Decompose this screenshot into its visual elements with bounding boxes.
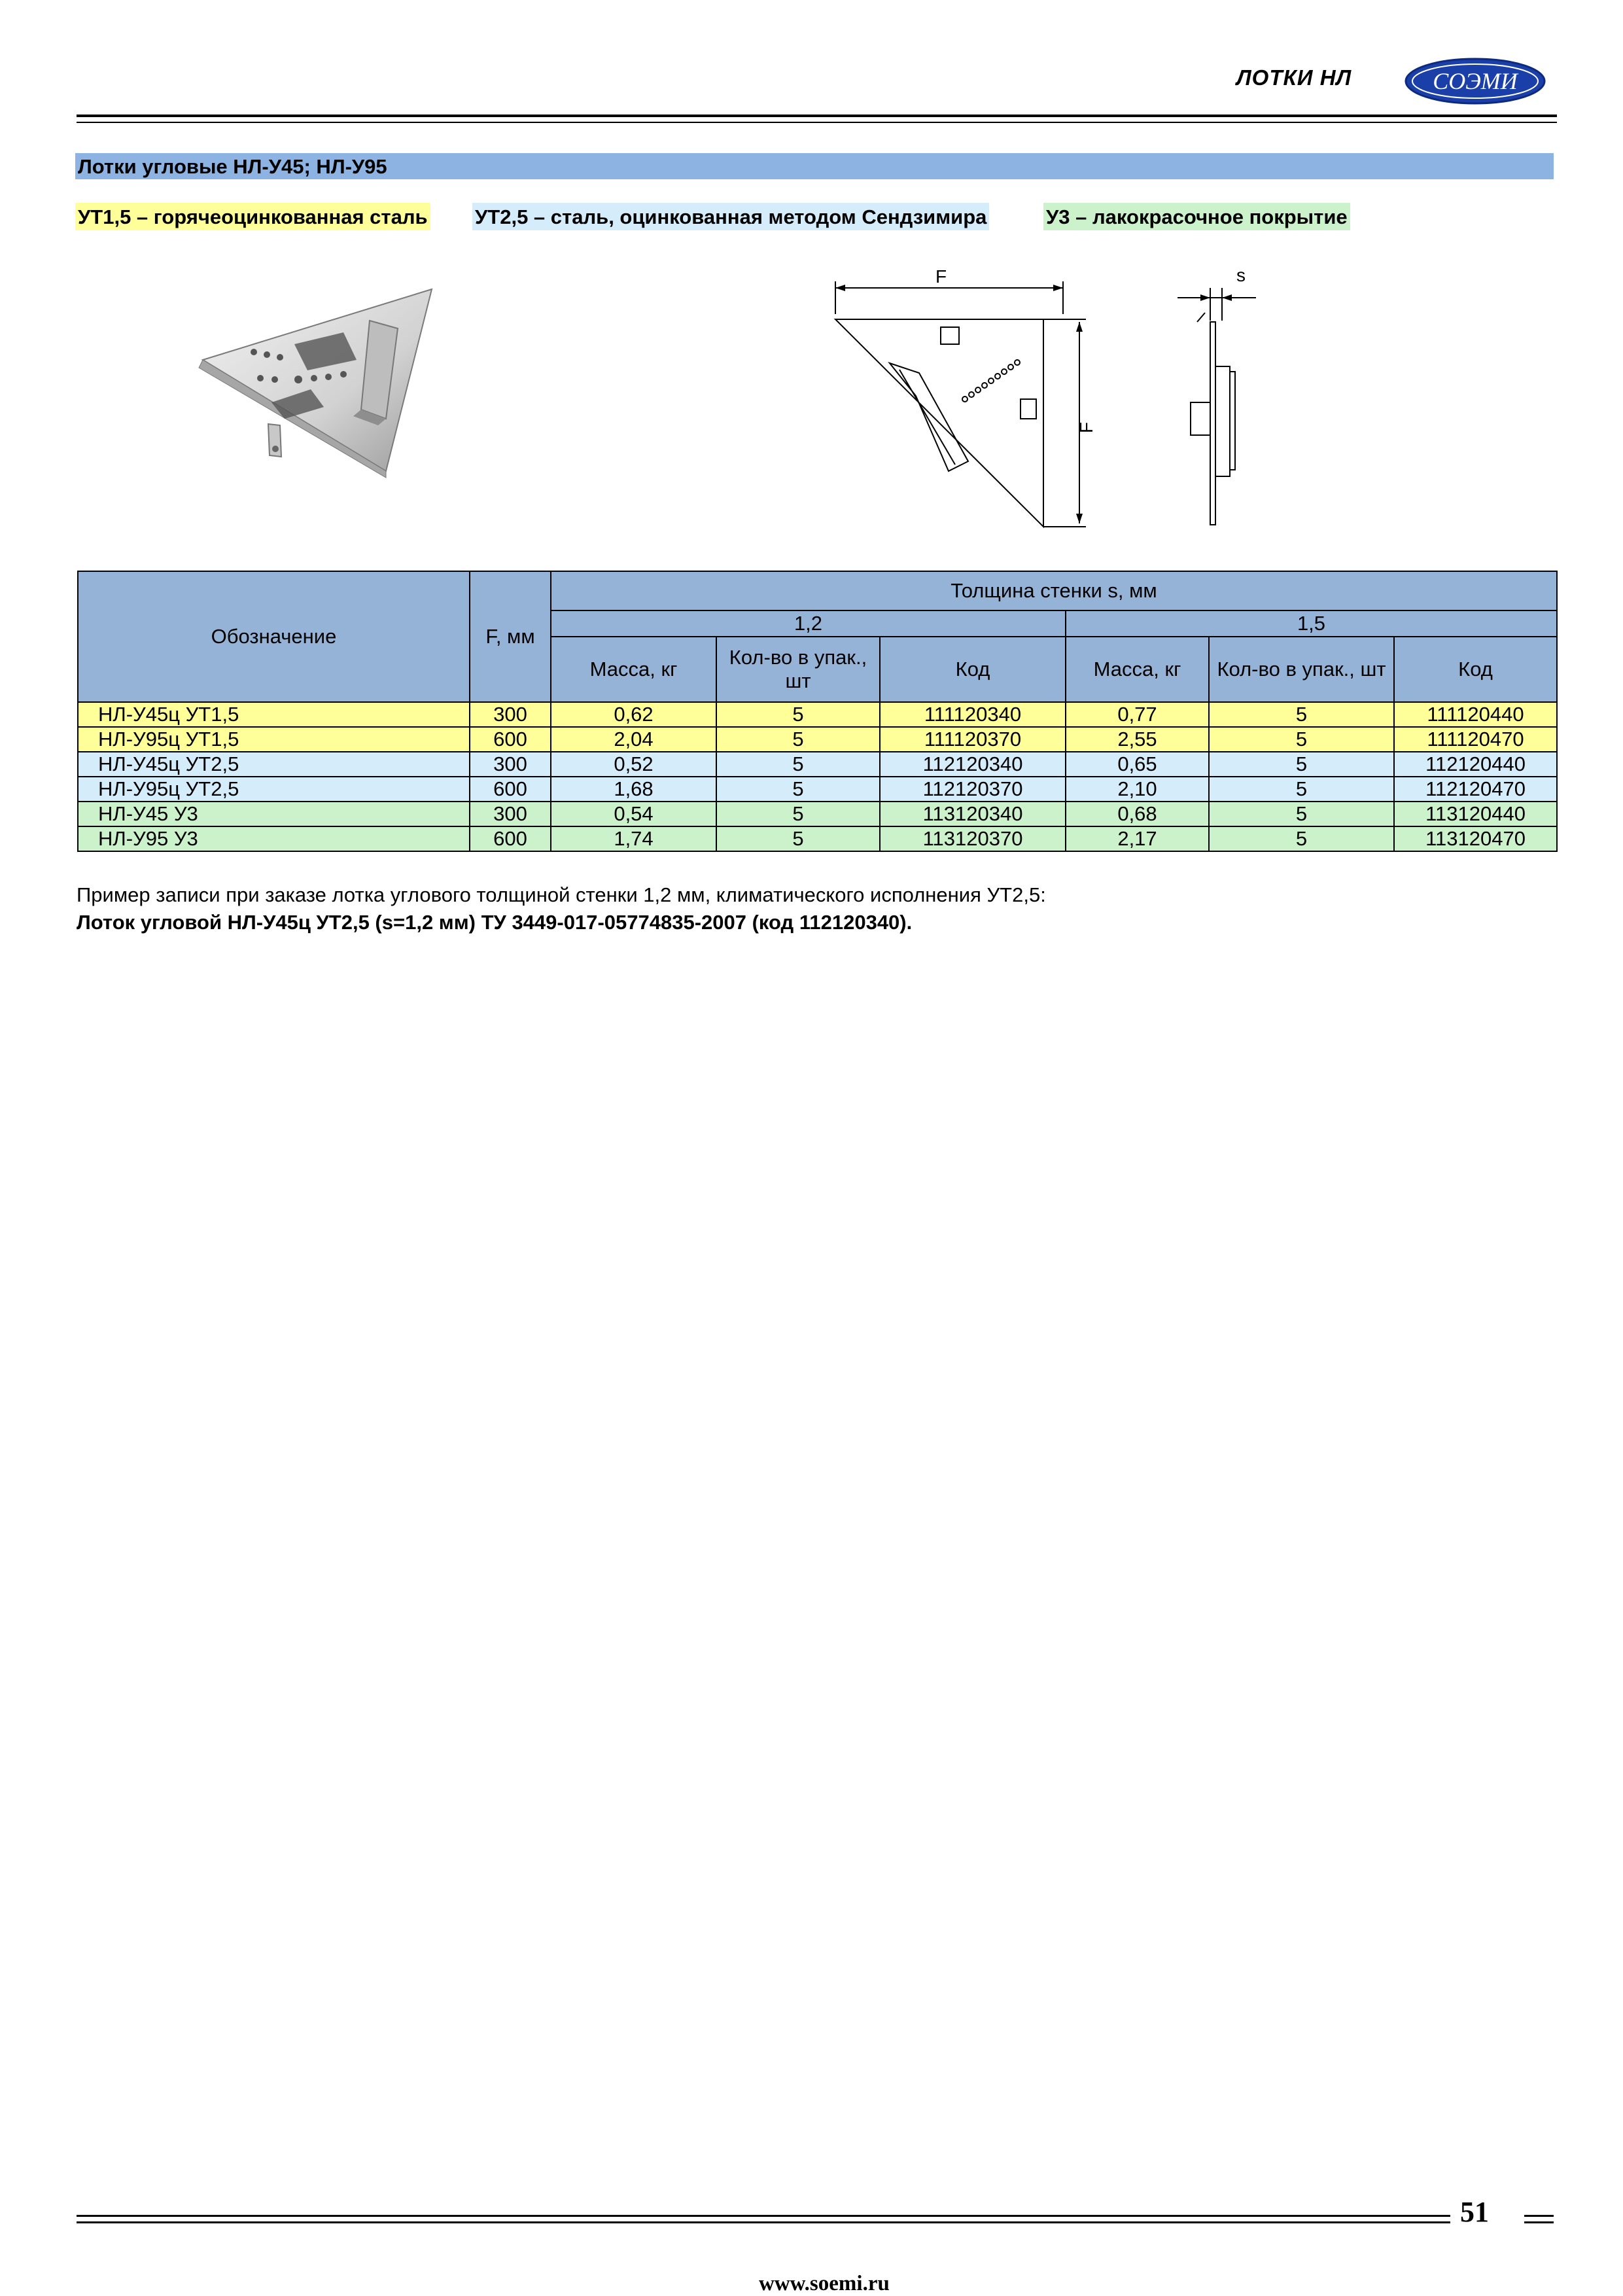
- footer-rule-right-bottom: [1524, 2221, 1554, 2223]
- cell-mass-2: 2,10: [1066, 777, 1209, 802]
- cell-code-1: 111120370: [880, 727, 1066, 752]
- cell-qty-2: 5: [1209, 702, 1394, 727]
- cell-designation: НЛ-У95 У3: [78, 826, 470, 851]
- order-example: Лоток угловой НЛ-У45ц УТ2,5 (s=1,2 мм) ТУ 3449-017-05774835-2007 (код 112120340).: [77, 911, 913, 934]
- company-logo: [1403, 56, 1547, 106]
- footer-rule-top: [77, 2215, 1450, 2217]
- header-rule-top: [77, 115, 1557, 117]
- cell-qty-1: 5: [716, 727, 880, 752]
- cell-code-2: 112120440: [1394, 752, 1557, 777]
- table-row: [78, 826, 1557, 851]
- cell-qty-1: 5: [716, 752, 880, 777]
- cell-qty-2: 5: [1209, 777, 1394, 802]
- cell-designation: НЛ-У95ц УТ1,5: [78, 727, 470, 752]
- section-title-bar: [75, 153, 1554, 179]
- thickness-1-header: 1,2: [551, 610, 1066, 637]
- cell-code-1: 112120340: [880, 752, 1066, 777]
- legend-u3: У3 – лакокрасочное покрытие: [1043, 203, 1350, 230]
- legend-ut25: УТ2,5 – сталь, оцинкованная методом Сендзимира: [472, 203, 989, 230]
- website[interactable]: www.soemi.ru: [759, 2272, 890, 2295]
- cell-mass-1: 1,74: [551, 826, 716, 851]
- cell-qty-2: 5: [1209, 752, 1394, 777]
- cell-code-1: 113120340: [880, 802, 1066, 826]
- cell-code-1: 113120370: [880, 826, 1066, 851]
- dim-f-vertical: F: [1076, 421, 1096, 433]
- cell-designation: НЛ-У95ц УТ2,5: [78, 777, 470, 802]
- cell-designation: НЛ-У45 У3: [78, 802, 470, 826]
- footer-rule-right-top: [1524, 2215, 1554, 2217]
- cell-qty-2: 5: [1209, 802, 1394, 826]
- cell-code-1: 111120340: [880, 702, 1066, 727]
- cell-f: 300: [470, 702, 551, 727]
- cell-code-2: 113120440: [1394, 802, 1557, 826]
- cell-mass-1: 0,62: [551, 702, 716, 727]
- table-row: [78, 802, 1557, 826]
- cell-f: 600: [470, 777, 551, 802]
- cell-f: 300: [470, 802, 551, 826]
- cell-qty-2: 5: [1209, 727, 1394, 752]
- cell-mass-1: 1,68: [551, 777, 716, 802]
- cell-qty-1: 5: [716, 777, 880, 802]
- mass-header: Масса, кг: [551, 637, 716, 702]
- header-title: ЛОТКИ НЛ: [1236, 65, 1352, 90]
- cell-code-2: 111120440: [1394, 702, 1557, 727]
- section-title: Лотки угловые НЛ-У45; НЛ-У95: [78, 155, 387, 178]
- technical-drawing-side: [1171, 262, 1276, 537]
- mass-header: Масса, кг: [1066, 637, 1209, 702]
- cell-qty-1: 5: [716, 802, 880, 826]
- cell-mass-2: 0,68: [1066, 802, 1209, 826]
- cell-designation: НЛ-У45ц УТ1,5: [78, 702, 470, 727]
- cell-mass-1: 2,04: [551, 727, 716, 752]
- header-rule-bottom: [77, 122, 1557, 123]
- table-row: [78, 777, 1557, 802]
- cell-qty-2: 5: [1209, 826, 1394, 851]
- table-row: [78, 752, 1557, 777]
- col-thickness-header: Толщина стенки s, мм: [551, 571, 1557, 610]
- cell-qty-1: 5: [716, 826, 880, 851]
- cell-designation: НЛ-У45ц УТ2,5: [78, 752, 470, 777]
- cell-code-1: 112120370: [880, 777, 1066, 802]
- product-photo: [190, 281, 451, 484]
- dim-s: s: [1236, 265, 1246, 285]
- cell-mass-1: 0,52: [551, 752, 716, 777]
- legend-ut15: УТ1,5 – горячеоцинкованная сталь: [75, 203, 430, 230]
- thickness-2-header: 1,5: [1066, 610, 1557, 637]
- technical-drawing-front: [818, 262, 1112, 537]
- cell-f: 600: [470, 826, 551, 851]
- cell-qty-1: 5: [716, 702, 880, 727]
- footer-rule-bottom: [77, 2221, 1450, 2223]
- cell-mass-2: 2,55: [1066, 727, 1209, 752]
- qty-header: Кол-во в упак., шт: [1209, 637, 1394, 702]
- table-row: [78, 727, 1557, 752]
- cell-mass-2: 0,65: [1066, 752, 1209, 777]
- page-number: 51: [1460, 2196, 1489, 2228]
- cell-f: 600: [470, 727, 551, 752]
- cell-f: 300: [470, 752, 551, 777]
- cell-code-2: 112120470: [1394, 777, 1557, 802]
- col-f-header: F, мм: [470, 571, 551, 702]
- qty-header: Кол-во в упак., шт: [716, 637, 880, 702]
- cell-mass-2: 0,77: [1066, 702, 1209, 727]
- cell-code-2: 113120470: [1394, 826, 1557, 851]
- logo-text: СОЭМИ: [1433, 68, 1518, 94]
- spec-table: [77, 571, 1558, 852]
- cell-code-2: 111120470: [1394, 727, 1557, 752]
- cell-mass-1: 0,54: [551, 802, 716, 826]
- code-header: Код: [880, 637, 1066, 702]
- order-note: Пример записи при заказе лотка углового толщиной стенки 1,2 мм, климатического исполнения УТ2,5:: [77, 883, 1046, 906]
- code-header: Код: [1394, 637, 1557, 702]
- col-designation-header: Обозначение: [78, 571, 470, 702]
- table-row: [78, 702, 1557, 727]
- cell-mass-2: 2,17: [1066, 826, 1209, 851]
- dim-f-horizontal: F: [935, 266, 947, 287]
